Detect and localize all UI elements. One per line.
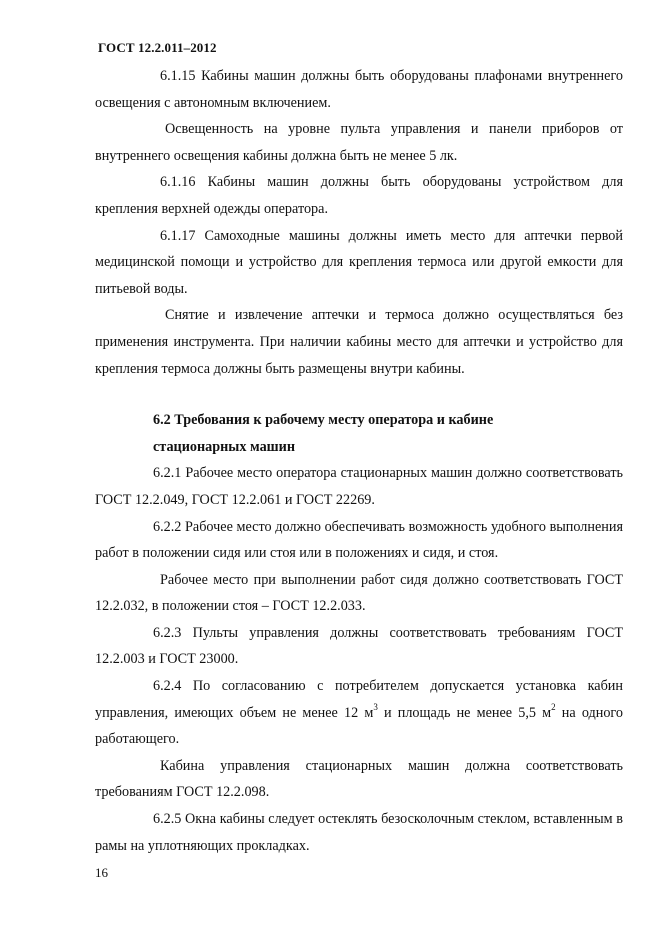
section-title-line-1: 6.2 Требования к рабочему месту оператора и кабине xyxy=(153,412,494,429)
paragraph-6-2-5: 6.2.5 Окна кабины следует остеклять безосколочным стеклом, вставленным в рамы на уплотняющих прокладках. xyxy=(95,811,623,854)
paragraph-6-2-4-part-3: на одного работающего. xyxy=(95,704,623,748)
paragraph-6-2-4-part-1: 6.2.4 По согласованию с потребителем допускается установка кабин управления, имеющих объем не менее 12 м xyxy=(95,678,623,721)
paragraph-6-1-17: 6.1.17 Самоходные машины должны иметь место для аптечки первой медицинской помощи и устройство для крепления термоса или другой емкости для питьевой воды. xyxy=(95,227,623,297)
paragraph-6-1-16: 6.1.16 Кабины машин должны быть оборудованы устройством для крепления верхней одежды оператора. xyxy=(95,174,623,217)
section-title-line-2: стационарных машин xyxy=(153,438,296,455)
paragraph-6-2-3: 6.2.3 Пульты управления должны соответствовать требованиям ГОСТ 12.2.003 и ГОСТ 23000. xyxy=(95,624,623,668)
section-gap xyxy=(95,382,623,407)
document-body xyxy=(95,63,623,859)
standard-header: ГОСТ 12.2.011–2012 xyxy=(98,40,217,55)
paragraph-6-1-15: 6.1.15 Кабины машин должны быть оборудованы плафонами внутреннего освещения с автономным включением. xyxy=(95,68,623,111)
paragraph-sitting-standing: Рабочее место при выполнении работ сидя должно соответствовать ГОСТ 12.2.032, в положении стоя – ГОСТ 12.2.033. xyxy=(95,571,623,615)
paragraph-6-2-1: 6.2.1 Рабочее место оператора стационарных машин должно соответствовать ГОСТ 12.2.049, ГОСТ 12.2.061 и ГОСТ 22269. xyxy=(95,465,623,508)
paragraph-cabin-requirements: Кабина управления стационарных машин должна соответствовать требованиям ГОСТ 12.2.098. xyxy=(95,757,623,801)
paragraph-6-2-4 xyxy=(95,673,623,753)
square-superscript: 2 xyxy=(551,701,556,712)
page-number: 16 xyxy=(95,865,108,880)
paragraph-6-2-2: 6.2.2 Рабочее место должно обеспечивать возможность удобного выполнения работ в положении сидя или стоя или в положениях и сидя, и стоя. xyxy=(95,518,623,562)
cubic-superscript: 3 xyxy=(373,701,378,712)
paragraph-first-aid-removal: Снятие и извлечение аптечки и термоса должно осуществляться без применения инструмента. При наличии кабины место для аптечки и устройство для крепления термоса должны быть размещены внутри кабины. xyxy=(95,307,623,377)
paragraph-6-2-4-part-2: и площадь не менее 5,5 м xyxy=(377,704,552,721)
paragraph-illumination: Освещенность на уровне пульта управления и панели приборов от внутреннего освещения кабины должна быть не менее 5 лк. xyxy=(95,121,623,164)
